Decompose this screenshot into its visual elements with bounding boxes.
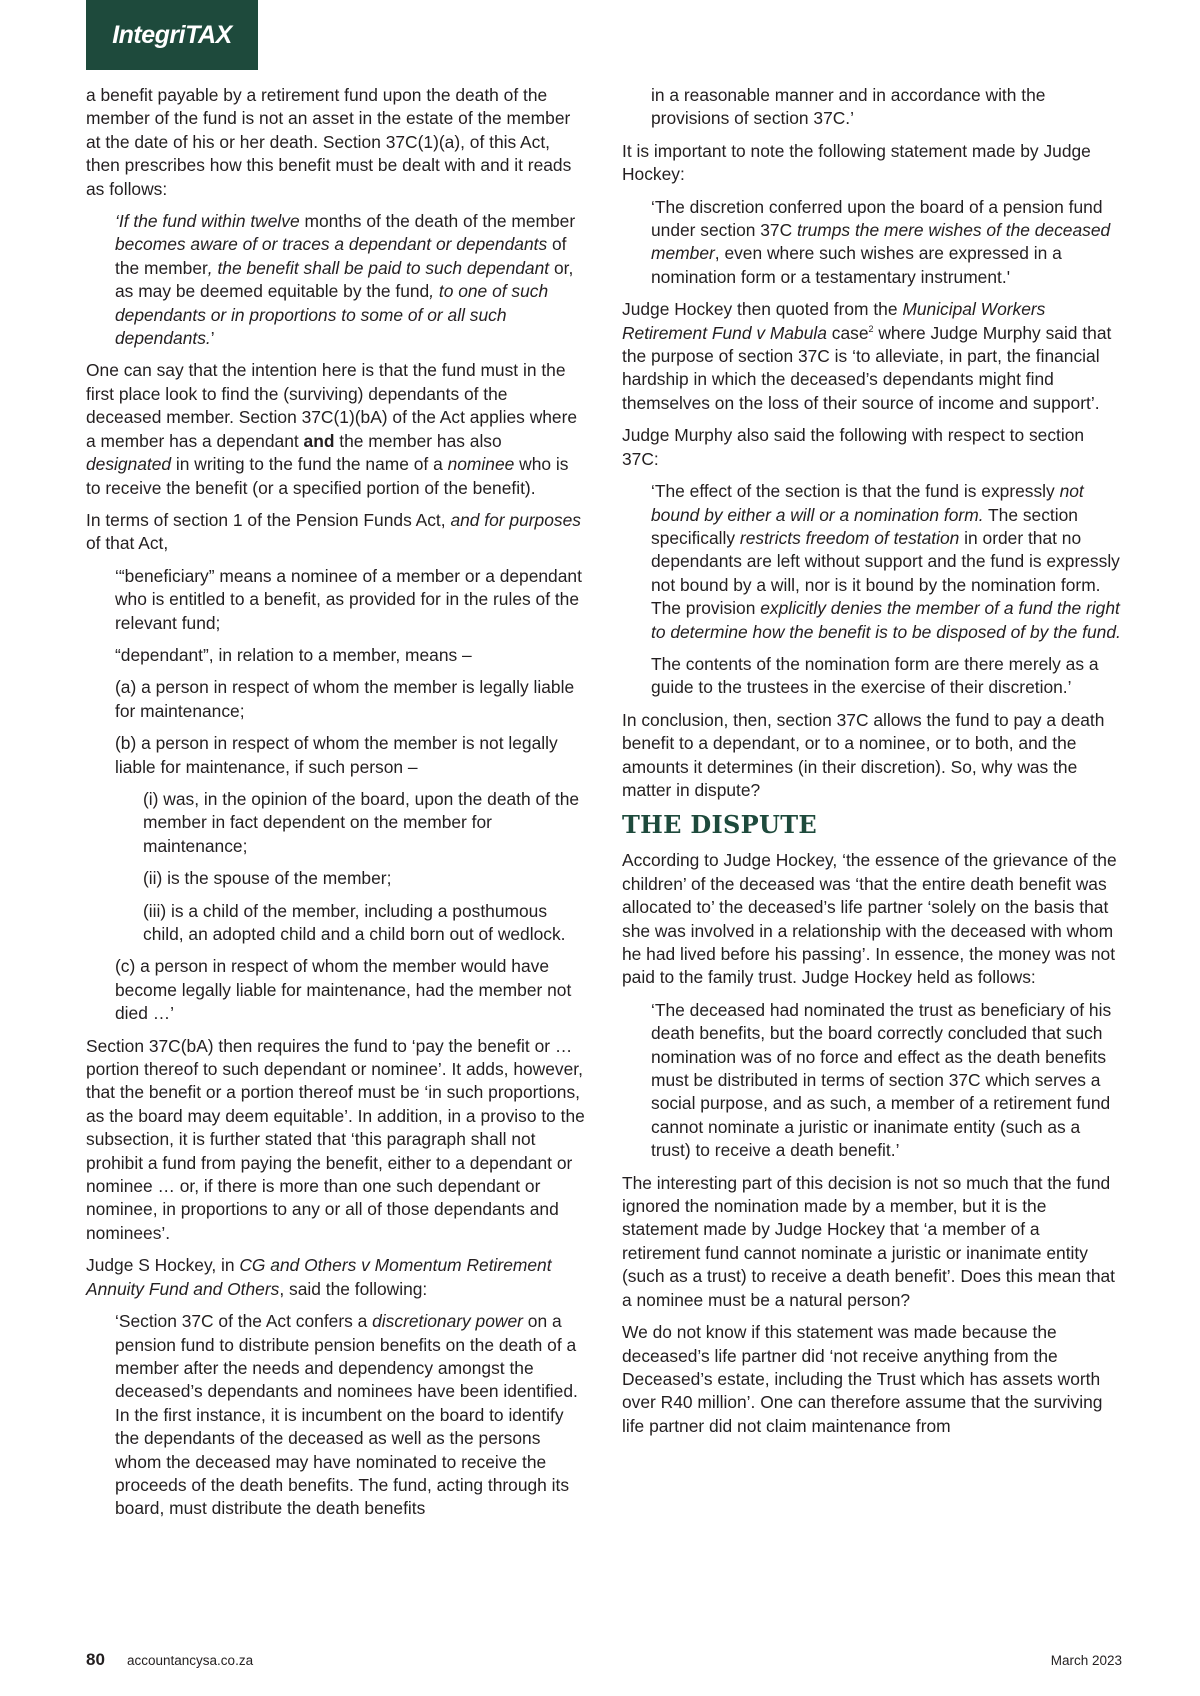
definition-beneficiary: ‘“beneficiary” means a nominee of a member or a dependant who is entitled to a benefit, as provided for in the rules of the relevant fund;	[115, 565, 582, 633]
block-quote: ‘If the fund within twelve months of the death of the member becomes aware of or traces a dependant or dependants of the member, the benefit shall be paid to such dependant or, as may be deemed equitable by the fund, to one of such dependants or in proportions to some of or all such dependants.’	[115, 211, 576, 349]
left-column	[86, 84, 586, 1530]
brand-logo-text: IntegriTAX	[112, 20, 232, 49]
page-number: 80	[86, 1650, 105, 1669]
definition-item-a: (a) a person in respect of whom the member is legally liable for maintenance;	[115, 677, 575, 721]
footer-date: March 2023	[1050, 1653, 1122, 1668]
block-quote-continued: in a reasonable manner and in accordance with the provisions of section 37C.’	[651, 85, 1046, 129]
paragraph: The interesting part of this decision is not so much that the fund ignored the nomination made by a member, but it is the statement made by Judge Hockey that ‘a member of a retirement fund cannot nominate a juristic or inanimate entity (such as a trust) to receive a death benefit’. Does this mean that a nominee must be a natural person?	[622, 1172, 1115, 1310]
block-quote: ‘The deceased had nominated the trust as beneficiary of his death benefits, but the board correctly concluded that such nomination was of no force and effect as the death benefits must be distributed in terms of section 37C which serves a social purpose, and as such, a member of a retirement fund cannot nominate a juristic or inanimate entity (such as a trust) to receive a death benefit.’	[651, 999, 1112, 1161]
integritax-badge	[86, 0, 258, 70]
definition-item-c: (c) a person in respect of whom the member would have become legally liable for maintenance, had the member not died …’	[115, 956, 572, 1024]
block-quote: ‘The discretion conferred upon the board of a pension fund under section 37C trumps the mere wishes of the deceased member, even where such wishes are expressed in a nomination form or a testamentary instrument.'	[651, 196, 1111, 287]
definition-subitem-iii: (iii) is a child of the member, including a posthumous child, an adopted child and a child born out of wedlock.	[143, 900, 566, 944]
block-quote: ‘The effect of the section is that the fund is expressly not bound by either a will or a nomination form. The section specifically restricts freedom of testation in order that no dependants are left without support and the fund is expressly not bound by a will, nor is it bound by the nomination form. The provision explicitly denies the member of a fund the right to determine how the benefit is to be disposed of by the fund.	[651, 481, 1121, 642]
paragraph: a benefit payable by a retirement fund upon the death of the member of the fund is not an asset in the estate of the member at the date of his or her death. Section 37C(1)(a), of this Act, then prescribes how this benefit must be dealt with and it reads as follows:	[86, 85, 572, 199]
paragraph: Judge Hockey then quoted from the Municipal Workers Retirement Fund v Mabula case$^2$ where Judge Murphy said that the purpose of section 37C is ‘to alleviate, in part, the financial hardship in which the deceased’s dependants might find themselves on the loss of their source of income and support’.	[622, 299, 1112, 413]
definition-subitem-ii: (ii) is the spouse of the member;	[143, 868, 392, 889]
footnote-ref: 2	[868, 323, 874, 334]
right-column	[622, 84, 1122, 1447]
footer-website: accountancysa.co.za	[127, 1653, 254, 1668]
paragraph: Judge Murphy also said the following with respect to section 37C:	[622, 425, 1085, 469]
block-quote: The contents of the nomination form are there merely as a guide to the trustees in the exercise of their discretion.’	[651, 653, 1099, 698]
paragraph: It is important to note the following statement made by Judge Hockey:	[622, 140, 1091, 185]
paragraph: Judge S Hockey, in CG and Others v Momentum Retirement Annuity Fund and Others, said the following:	[86, 1255, 552, 1299]
paragraph: One can say that the intention here is that the fund must in the first place look to find the (surviving) dependants of the deceased member. Section 37C(1)(bA) of the Act applies where a member has a dependant and the member has also designated in writing to the fund the name of a nominee who is to receive the benefit (or a specified portion of the benefit).	[86, 360, 578, 498]
paragraph: In conclusion, then, section 37C allows the fund to pay a death benefit to a dependant, or to a nominee, or to both, and the amounts it determines (in their discretion). So, why was the matter in dispute?	[622, 709, 1105, 800]
paragraph: Section 37C(bA) then requires the fund to ‘pay the benefit or … portion thereof to such dependant or nominee’. It adds, however, that the benefit or a portion thereof must be ‘in such proportions, as the board may deem equitable’. In addition, in a proviso to the subsection, it is further stated that ‘this paragraph shall not prohibit a fund from paying the benefit, either to a dependant or nominee … or, if there is more than one such dependant or nominee, in proportions to any or all of those dependants and nominees’.	[86, 1035, 585, 1243]
paragraph: We do not know if this statement was made because the deceased’s life partner did ‘not receive anything from the Deceased’s estate, including the Trust which has assets worth over R40 million’. One can therefore assume that the surviving life partner did not claim maintenance from	[622, 1322, 1103, 1436]
definition-dependant: “dependant”, in relation to a member, means –	[115, 644, 472, 665]
section-heading: THE DISPUTE	[622, 810, 817, 840]
paragraph: In terms of section 1 of the Pension Funds Act, and for purposes of that Act,	[86, 509, 581, 554]
definition-subitem-i: (i) was, in the opinion of the board, upon the death of the member in fact dependent on the member for maintenance;	[143, 788, 580, 856]
definition-item-b: (b) a person in respect of whom the member is not legally liable for maintenance, if such person –	[115, 733, 558, 777]
block-quote: ‘Section 37C of the Act confers a discretionary power on a pension fund to distribute pension benefits on the death of a member after the needs and dependency amongst the deceased’s dependants and nominees have been identified. In the first instance, it is incumbent on the board to identify the dependants of the deceased as well as the persons whom the deceased may have nominated to receive the proceeds of the death benefits. The fund, acting through its board, must distribute the death benefits	[115, 1311, 578, 1519]
paragraph: According to Judge Hockey, ‘the essence of the grievance of the children’ of the deceased was ‘that the entire death benefit was allocated to’ the deceased’s life partner ‘solely on the basis that she was involved in a relationship with the deceased with whom he had lived before his passing’. In essence, the money was not paid to the family trust. Judge Hockey held as follows:	[622, 850, 1117, 988]
